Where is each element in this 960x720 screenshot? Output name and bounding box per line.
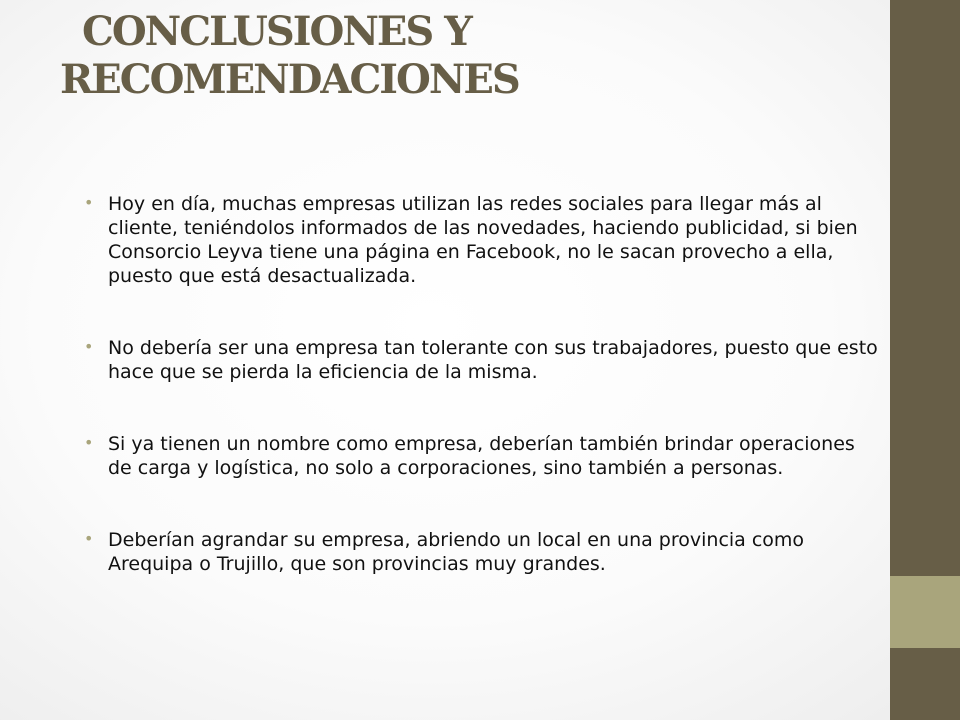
bullet-list — [84, 192, 884, 576]
bullet-icon: • — [84, 433, 94, 452]
bullet-item-3 — [84, 432, 884, 480]
bullet-icon: • — [84, 529, 94, 548]
bullet-text-1: Hoy en día, muchas empresas utilizan las redes sociales para llegar más al cliente, teniéndolos informados de las novedades, haciendo publicidad, si bien Consorcio Leyva tiene una página en Facebook, no le sacan provecho a ella, puesto que está desactualizada. — [108, 193, 858, 287]
bullet-icon: • — [84, 337, 94, 356]
bullet-item-4 — [84, 528, 884, 576]
bullet-icon: • — [84, 193, 94, 212]
bullet-text-2: No debería ser una empresa tan tolerante con sus trabajadores, puesto que esto hace que se pierda la eficiencia de la misma. — [108, 337, 878, 383]
slide-title-line-2: RECOMENDACIONES — [60, 56, 519, 103]
sidebar-dark-block-bottom — [890, 648, 960, 720]
bullet-item-1 — [84, 192, 884, 288]
bullet-text-4: Deberían agrandar su empresa, abriendo un local en una provincia como Arequipa o Trujillo, que son provincias muy grandes. — [108, 529, 805, 575]
slide-title-line-1: CONCLUSIONES Y — [82, 8, 471, 55]
slide-title — [60, 8, 860, 104]
sidebar-accent-block — [890, 576, 960, 648]
sidebar-dark-block-top — [890, 0, 960, 576]
bullet-item-2 — [84, 336, 884, 384]
bullet-text-3: Si ya tienen un nombre como empresa, deberían también brindar operaciones de carga y logística, no solo a corporaciones, sino también a personas. — [108, 433, 855, 479]
